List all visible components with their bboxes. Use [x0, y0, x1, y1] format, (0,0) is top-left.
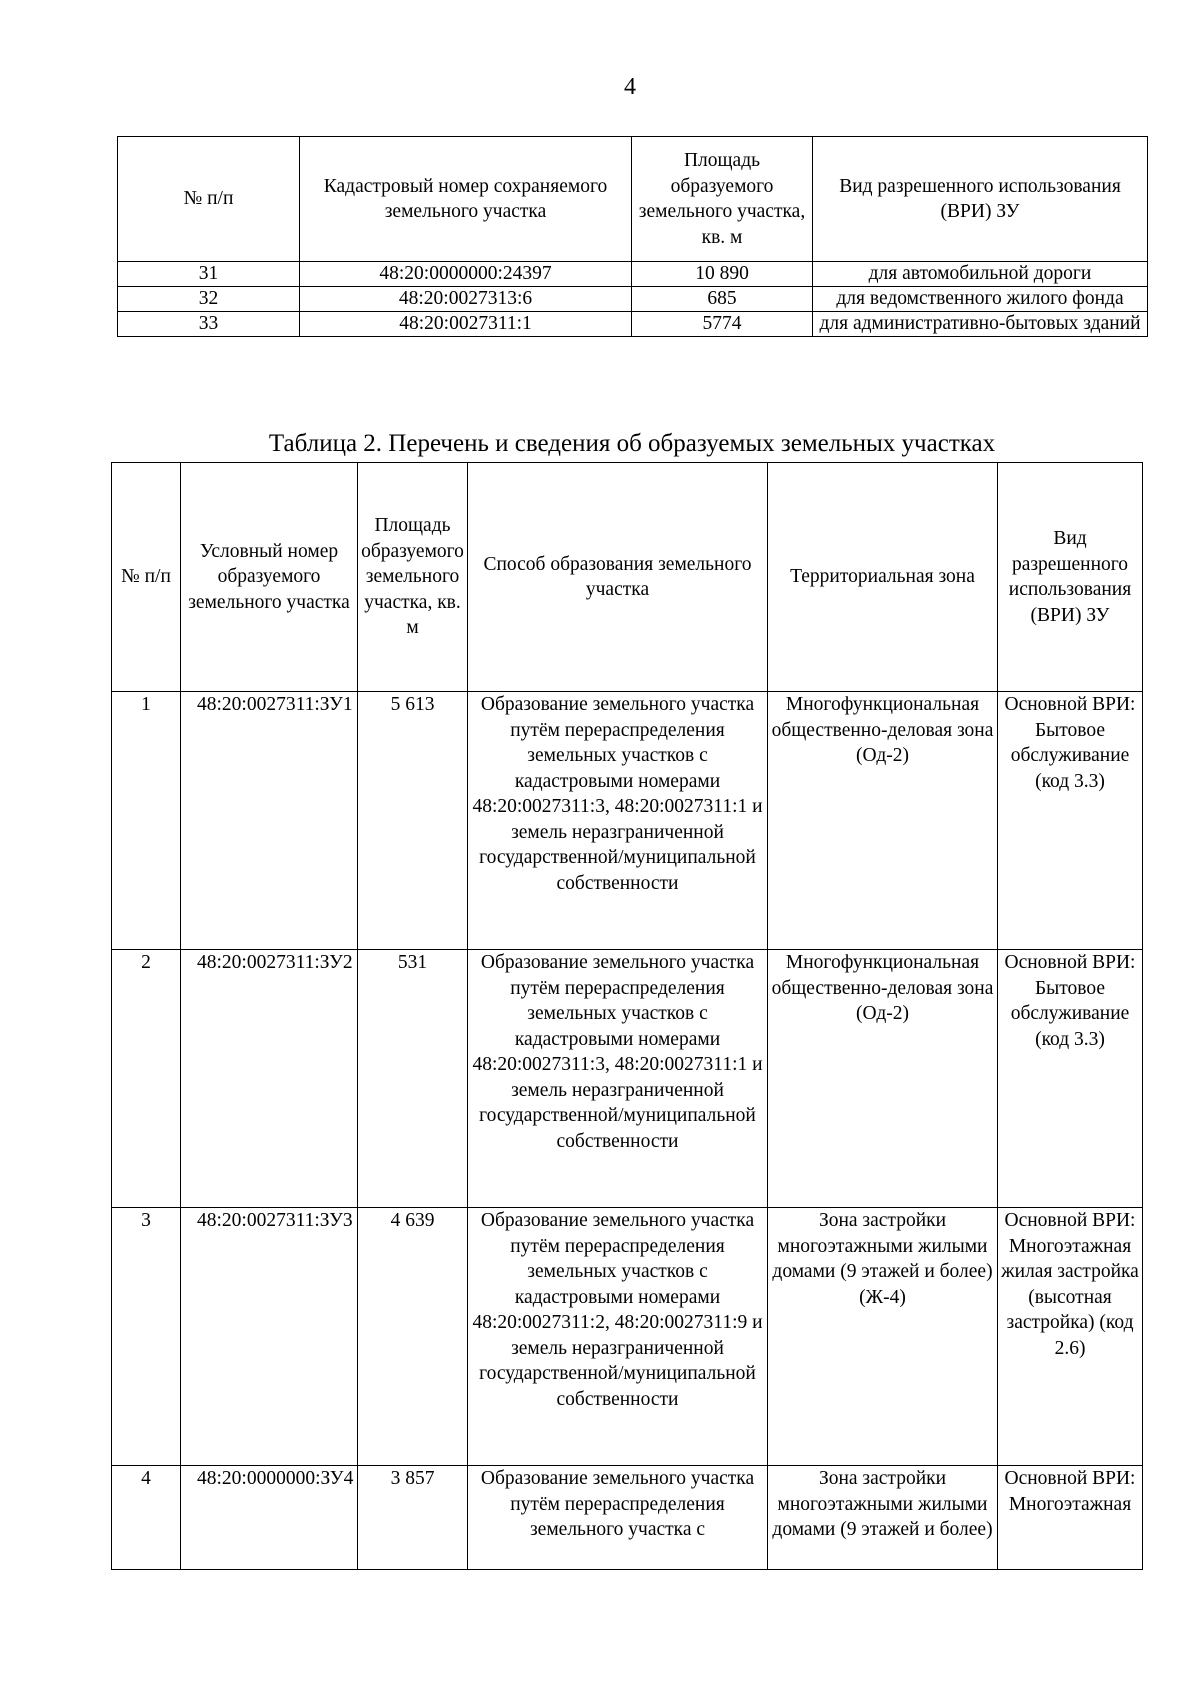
- permitted-use: Основной ВРИ: Бытовое обслуживание (код 3.3): [998, 950, 1143, 1208]
- row-number: 2: [112, 950, 181, 1208]
- table-title: Таблица 2. Перечень и сведения об образуемых земельных участках: [268, 430, 996, 457]
- territorial-zone: Многофункциональная общественно-деловая зона (Од-2): [768, 692, 998, 950]
- cadastral-number: 48:20:0027313:6: [300, 287, 632, 312]
- column-header: Условный номер образуемого земельного участка: [181, 463, 358, 692]
- plot-conditional-number: 48:20:0027311:ЗУ1: [181, 692, 358, 950]
- row-number: 31: [118, 262, 300, 287]
- permitted-use: для автомобильной дороги: [813, 262, 1148, 287]
- plot-area: 10 890: [632, 262, 813, 287]
- permitted-use: для ведомственного жилого фонда: [813, 287, 1148, 312]
- table-row: [112, 1208, 1143, 1466]
- table-row: [118, 262, 1148, 287]
- plot-area: 4 639: [358, 1208, 468, 1466]
- permitted-use: Основной ВРИ: Многоэтажная: [998, 1466, 1143, 1570]
- row-number: 3: [112, 1208, 181, 1466]
- table-header-row: [118, 137, 1148, 262]
- plot-area: 685: [632, 287, 813, 312]
- column-header: № п/п: [118, 137, 300, 262]
- table-preserved-plots: [117, 136, 1148, 337]
- column-header: Территориальная зона: [768, 463, 998, 692]
- cadastral-number: 48:20:0027311:1: [300, 312, 632, 337]
- row-number: 1: [112, 692, 181, 950]
- row-number: 33: [118, 312, 300, 337]
- territorial-zone: Зона застройки многоэтажными жилыми домами (9 этажей и более) (Ж-4): [768, 1208, 998, 1466]
- plot-conditional-number: 48:20:0027311:ЗУ2: [181, 950, 358, 1208]
- plot-conditional-number: 48:20:0027311:ЗУ3: [181, 1208, 358, 1466]
- column-header: Кадастровый номер сохраняемого земельного участка: [300, 137, 632, 262]
- row-number: 4: [112, 1466, 181, 1570]
- plot-area: 5774: [632, 312, 813, 337]
- formation-method: Образование земельного участка путём перераспределения земельных участков с кадастровыми номерами 48:20:0027311:3, 48:20:0027311:1 и земель неразграниченной государственной/муниципальной собственности: [468, 692, 768, 950]
- column-header: Вид разрешенного использования (ВРИ) ЗУ: [998, 463, 1143, 692]
- permitted-use: для административно-бытовых зданий: [813, 312, 1148, 337]
- table-header-row: [112, 463, 1143, 692]
- plot-area: 3 857: [358, 1466, 468, 1570]
- table-formed-plots: [111, 462, 1143, 1570]
- permitted-use: Основной ВРИ: Бытовое обслуживание (код 3.3): [998, 692, 1143, 950]
- column-header: Способ образования земельного участка: [468, 463, 768, 692]
- column-header: Вид разрешенного использования (ВРИ) ЗУ: [813, 137, 1148, 262]
- cadastral-number: 48:20:0000000:24397: [300, 262, 632, 287]
- table-row: [112, 1466, 1143, 1570]
- formation-method: Образование земельного участка путём перераспределения земельных участков с кадастровыми номерами 48:20:0027311:2, 48:20:0027311:9 и земель неразграниченной государственной/муниципальной собственности: [468, 1208, 768, 1466]
- table-row: [112, 692, 1143, 950]
- table-row: [112, 950, 1143, 1208]
- plot-conditional-number: 48:20:0000000:ЗУ4: [181, 1466, 358, 1570]
- page-number: 4: [624, 74, 636, 100]
- plot-area: 5 613: [358, 692, 468, 950]
- formation-method: Образование земельного участка путём перераспределения земельного участка с: [468, 1466, 768, 1570]
- table-row: [118, 312, 1148, 337]
- permitted-use: Основной ВРИ: Многоэтажная жилая застройка (высотная застройка) (код 2.6): [998, 1208, 1143, 1466]
- column-header: Площадь образуемого земельного участка, кв. м: [632, 137, 813, 262]
- formation-method: Образование земельного участка путём перераспределения земельных участков с кадастровыми номерами 48:20:0027311:3, 48:20:0027311:1 и земель неразграниченной государственной/муниципальной собственности: [468, 950, 768, 1208]
- column-header: № п/п: [112, 463, 181, 692]
- row-number: 32: [118, 287, 300, 312]
- territorial-zone: Многофункциональная общественно-деловая зона (Од-2): [768, 950, 998, 1208]
- territorial-zone: Зона застройки многоэтажными жилыми домами (9 этажей и более): [768, 1466, 998, 1570]
- column-header: Площадь образуемого земельного участка, кв. м: [358, 463, 468, 692]
- table-row: [118, 287, 1148, 312]
- plot-area: 531: [358, 950, 468, 1208]
